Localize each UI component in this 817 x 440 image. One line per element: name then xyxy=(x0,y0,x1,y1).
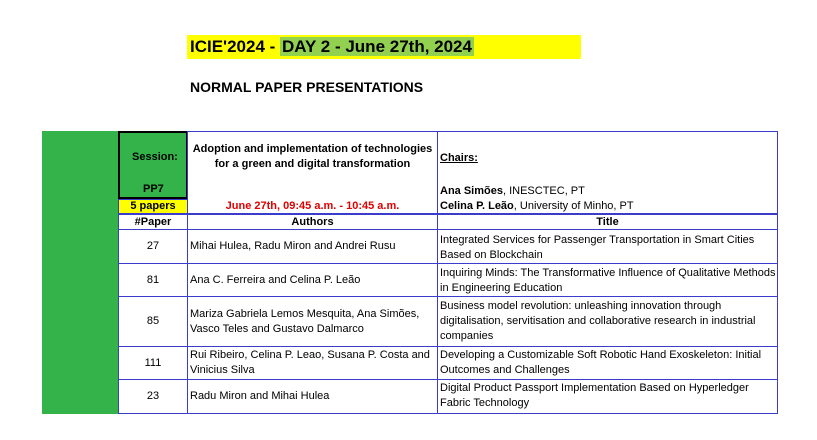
chair-2-name: Celina P. Leão xyxy=(440,200,514,212)
session-label-box xyxy=(118,131,188,199)
paper-number: 27 xyxy=(118,229,188,264)
paper-number: 85 xyxy=(118,296,188,347)
page-subtitle: NORMAL PAPER PRESENTATIONS xyxy=(190,79,424,95)
paper-number: 23 xyxy=(118,379,188,414)
title-day-highlight: DAY 2 - June 27th, 2024 xyxy=(282,37,472,56)
paper-count-text: 5 papers xyxy=(130,200,176,212)
paper-authors: Ana C. Ferreira and Celina P. Leão xyxy=(187,263,438,297)
session-chairs xyxy=(437,131,778,214)
paper-authors: Radu Miron and Mihai Hulea xyxy=(187,379,438,414)
chair-1-affiliation: , INESCTEC, PT xyxy=(502,185,585,197)
title-prefix: ICIE'2024 - xyxy=(190,37,281,56)
chair-1 xyxy=(438,184,585,199)
chair-2-affiliation: , University of Minho, PT xyxy=(513,200,634,212)
paper-number: 81 xyxy=(118,263,188,297)
page-title xyxy=(187,35,581,59)
header-paper: #Paper xyxy=(118,214,188,230)
session-time: June 27th, 09:45 a.m. - 10:45 a.m. xyxy=(225,200,400,212)
paper-count-badge xyxy=(118,199,188,214)
paper-authors: Rui Ribeiro, Celina P. Leao, Susana P. Costa and Vinicius Silva xyxy=(187,346,438,380)
session-time-cell xyxy=(187,199,438,214)
paper-title: Integrated Services for Passenger Transportation in Smart Cities Based on Blockchain xyxy=(437,229,778,264)
paper-authors: Mihai Hulea, Radu Miron and Andrei Rusu xyxy=(187,229,438,264)
header-authors: Authors xyxy=(187,214,438,230)
paper-authors: Mariza Gabriela Lemos Mesquita, Ana Simões, Vasco Teles and Gustavo Dalmarco xyxy=(187,296,438,347)
chair-2 xyxy=(438,199,634,214)
paper-title: Inquiring Minds: The Transformative Influence of Qualitative Methods in Engineering Education xyxy=(437,263,778,297)
paper-title: Developing a Customizable Soft Robotic Hand Exoskeleton: Initial Outcomes and Challenges xyxy=(437,346,778,380)
session-color-bar xyxy=(42,131,118,414)
chairs-label: Chairs: xyxy=(440,152,478,164)
paper-number: 111 xyxy=(118,346,188,380)
session-topic-line1: Adoption and implementation of technologies xyxy=(192,143,433,155)
session-topic-line2: for a green and digital transformation xyxy=(214,158,411,170)
paper-title: Business model revolution: unleashing innovation through digitalisation, servitisation and collaborative research in industrial companies xyxy=(437,296,778,347)
session-topic xyxy=(187,131,438,199)
session-label: Session: xyxy=(132,151,178,163)
chair-1-name: Ana Simões xyxy=(440,185,503,197)
paper-title: Digital Product Passport Implementation Based on Hyperledger Fabric Technology xyxy=(437,379,778,414)
header-title: Title xyxy=(437,214,778,230)
session-code: PP7 xyxy=(143,183,164,195)
